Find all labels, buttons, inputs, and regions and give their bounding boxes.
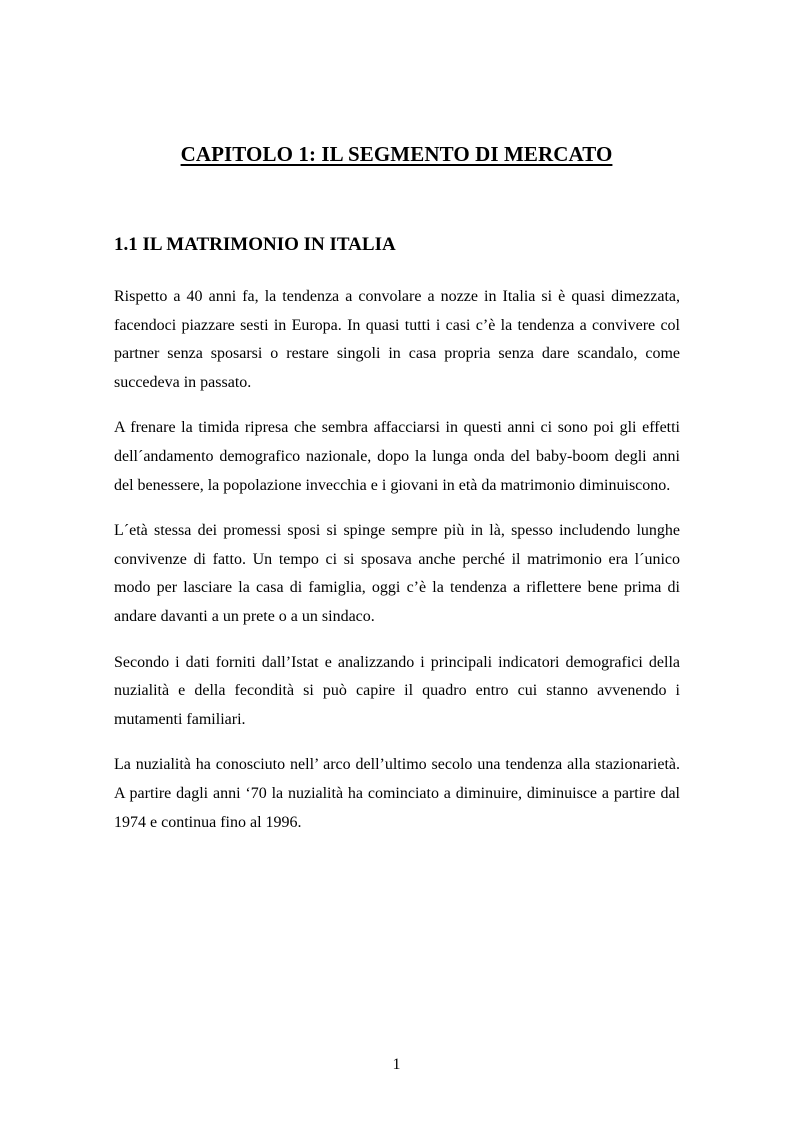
section-title: 1.1 IL MATRIMONIO IN ITALIA (114, 234, 396, 255)
page-number: 1 (392, 1056, 401, 1073)
paragraph: A frenare la timida ripresa che sembra affacciarsi in questi anni ci sono poi gli effetti dell´andamento demografico nazionale, dopo la lunga onda del baby-boom degli anni del benessere, la popolazione invecchia e i giovani in età da matrimonio diminuiscono. (114, 419, 680, 494)
paragraph: Secondo i dati forniti dall’Istat e analizzando i principali indicatori demografici della nuzialità e della fecondità si può capire il quadro entro cui stanno avvenendo i mutamenti familiari. (114, 653, 680, 728)
paragraph: La nuzialità ha conosciuto nell’ arco dell’ultimo secolo una tendenza alla stazionarietà. A partire dagli anni ‘70 la nuzialità ha cominciato a diminuire, diminuisce a partire dal 1974 e continua fino al 1996. (114, 756, 680, 831)
paragraph: L´età stessa dei promessi sposi si spinge sempre più in là, spesso includendo lunghe convivenze di fatto. Un tempo ci si sposava anche perché il matrimonio era l´unico modo per lasciare la casa di famiglia, oggi c’è la tendenza a riflettere bene prima di andare davanti a un prete o a un sindaco. (114, 522, 680, 625)
chapter-title: CAPITOLO 1: IL SEGMENTO DI MERCATO (180, 142, 613, 166)
paragraph: Rispetto a 40 anni fa, la tendenza a convolare a nozze in Italia si è quasi dimezzata, facendoci piazzare sesti in Europa. In quasi tutti i casi c’è la tendenza a convivere col partner senza sposarsi o restare singoli in casa propria senza dare scandalo, come succedeva in passato. (114, 288, 680, 391)
body-text (114, 283, 680, 854)
